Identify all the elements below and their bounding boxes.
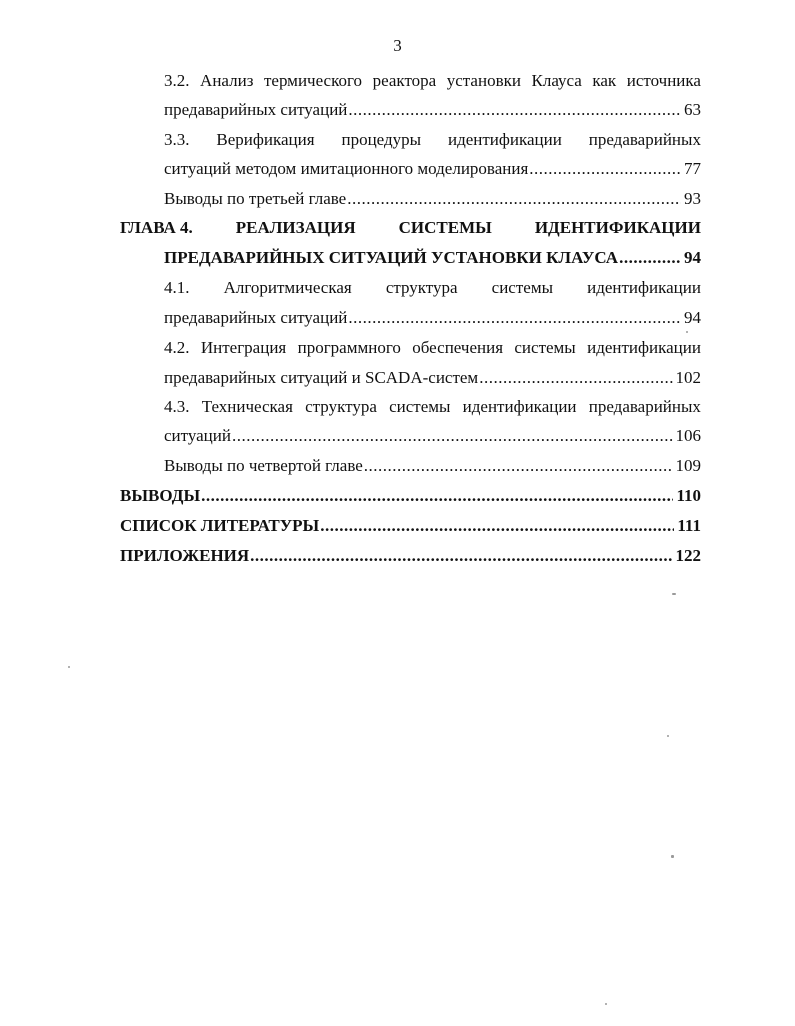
dot-leader — [529, 157, 681, 181]
toc-page-number: 102 — [675, 368, 701, 387]
toc-word: идентификации — [462, 397, 577, 416]
toc-page-number: 106 — [675, 426, 701, 445]
toc-page-number: 109 — [675, 456, 701, 475]
toc-word: предаварийных — [588, 130, 701, 149]
toc-entry-text: предаварийных ситуаций — [164, 100, 348, 119]
toc-entry-text: предаварийных ситуаций — [164, 308, 348, 327]
toc-entry-text: Выводы по третьей главе — [164, 189, 347, 208]
toc-page-number: 122 — [675, 546, 701, 565]
toc-entry-4-3-line1 — [164, 395, 701, 419]
toc-page-number: 111 — [677, 516, 701, 535]
dot-leader — [320, 514, 674, 538]
toc-word: предаварийных — [588, 397, 701, 416]
toc-entry-text: ситуаций методом имитационного моделирования — [164, 159, 529, 178]
toc-entry-3-2-line1 — [164, 69, 701, 93]
toc-entry-conclusions — [120, 484, 701, 508]
dot-leader — [364, 454, 673, 478]
toc-word: Интеграция — [200, 338, 287, 357]
toc-word: системы — [389, 397, 451, 416]
section-number: 3.3. — [164, 130, 190, 149]
chapter-number: ГЛАВА 4. — [120, 218, 193, 237]
toc-word: структура — [305, 397, 377, 416]
toc-page-number: 110 — [676, 486, 701, 505]
toc-entry-text: предаварийных ситуаций и SCADA-систем — [164, 368, 479, 387]
toc-word: процедуры — [341, 130, 422, 149]
scan-speck — [667, 735, 669, 737]
toc-entry-text: ВЫВОДЫ — [120, 486, 201, 505]
toc-entry-3-2-line2 — [164, 98, 701, 122]
section-number: 4.1. — [164, 278, 190, 297]
toc-page-number: 94 — [684, 308, 701, 327]
toc-word: реактора — [372, 71, 437, 90]
toc-word: Техническая — [201, 397, 293, 416]
dot-leader — [619, 246, 681, 270]
toc-entry-4-1-line2 — [164, 306, 701, 330]
toc-word: обеспечения — [412, 338, 504, 357]
toc-entry-3-3-line2 — [164, 157, 701, 181]
dot-leader — [348, 98, 681, 122]
dot-leader — [250, 544, 672, 568]
section-number: 4.2. — [164, 338, 190, 357]
toc-word: программного — [297, 338, 401, 357]
toc-chapter-4-line1 — [120, 216, 701, 240]
toc-word: системы — [491, 278, 553, 297]
toc-word: идентификации — [587, 278, 701, 297]
scan-speck — [68, 666, 70, 668]
toc-word: идентификации — [587, 338, 701, 357]
toc-entry-4-3-line2 — [164, 424, 701, 448]
dot-leader — [479, 366, 672, 390]
toc-word: РЕАЛИЗАЦИЯ — [235, 218, 356, 237]
toc-word: системы — [514, 338, 576, 357]
section-number: 3.2. — [164, 71, 190, 90]
toc-page-number: 77 — [684, 159, 701, 178]
toc-entry-text: ситуаций — [164, 426, 231, 445]
toc-word: идентификации — [447, 130, 562, 149]
toc-entry-4-2-line2 — [164, 366, 701, 390]
dot-leader — [201, 484, 673, 508]
toc-entry-chapter4-conclusions — [164, 454, 701, 478]
dot-leader — [347, 187, 681, 211]
scan-speck — [605, 1003, 607, 1005]
toc-entry-text: СПИСОК ЛИТЕРАТУРЫ — [120, 516, 320, 535]
scan-speck — [671, 855, 674, 858]
toc-page-number: 94 — [684, 248, 701, 267]
dot-leader — [232, 424, 673, 448]
toc-entry-chapter3-conclusions — [164, 187, 701, 211]
section-number: 4.3. — [164, 397, 190, 416]
toc-word: как — [592, 71, 617, 90]
toc-chapter-4-line2 — [164, 246, 701, 270]
scan-speck — [672, 593, 676, 595]
toc-page-number: 93 — [684, 189, 701, 208]
toc-word: термического — [263, 71, 363, 90]
toc-entry-4-2-line1 — [164, 336, 701, 360]
toc-entry-text: ПРИЛОЖЕНИЯ — [120, 546, 250, 565]
toc-word: СИСТЕМЫ — [398, 218, 492, 237]
scan-speck — [686, 331, 688, 333]
toc-entry-references — [120, 514, 701, 538]
toc-entry-text: Выводы по четвертой главе — [164, 456, 363, 475]
dot-leader — [348, 306, 681, 330]
toc-word: Верификация — [216, 130, 315, 149]
toc-word: Анализ — [200, 71, 254, 90]
toc-page-number: 63 — [684, 100, 701, 119]
toc-word: структура — [385, 278, 458, 297]
toc-word: ИДЕНТИФИКАЦИИ — [534, 218, 701, 237]
toc-word: Алгоритмическая — [223, 278, 352, 297]
toc-entry-text: ПРЕДАВАРИЙНЫХ СИТУАЦИЙ УСТАНОВКИ КЛАУСА — [164, 248, 619, 267]
toc-entry-4-1-line1 — [164, 276, 701, 300]
page-number: 3 — [393, 36, 402, 55]
toc-word: источника — [626, 71, 701, 90]
toc-word: установки — [446, 71, 521, 90]
toc-word: Клауса — [531, 71, 582, 90]
toc-entry-3-3-line1 — [164, 128, 701, 152]
toc-entry-appendices — [120, 544, 701, 568]
